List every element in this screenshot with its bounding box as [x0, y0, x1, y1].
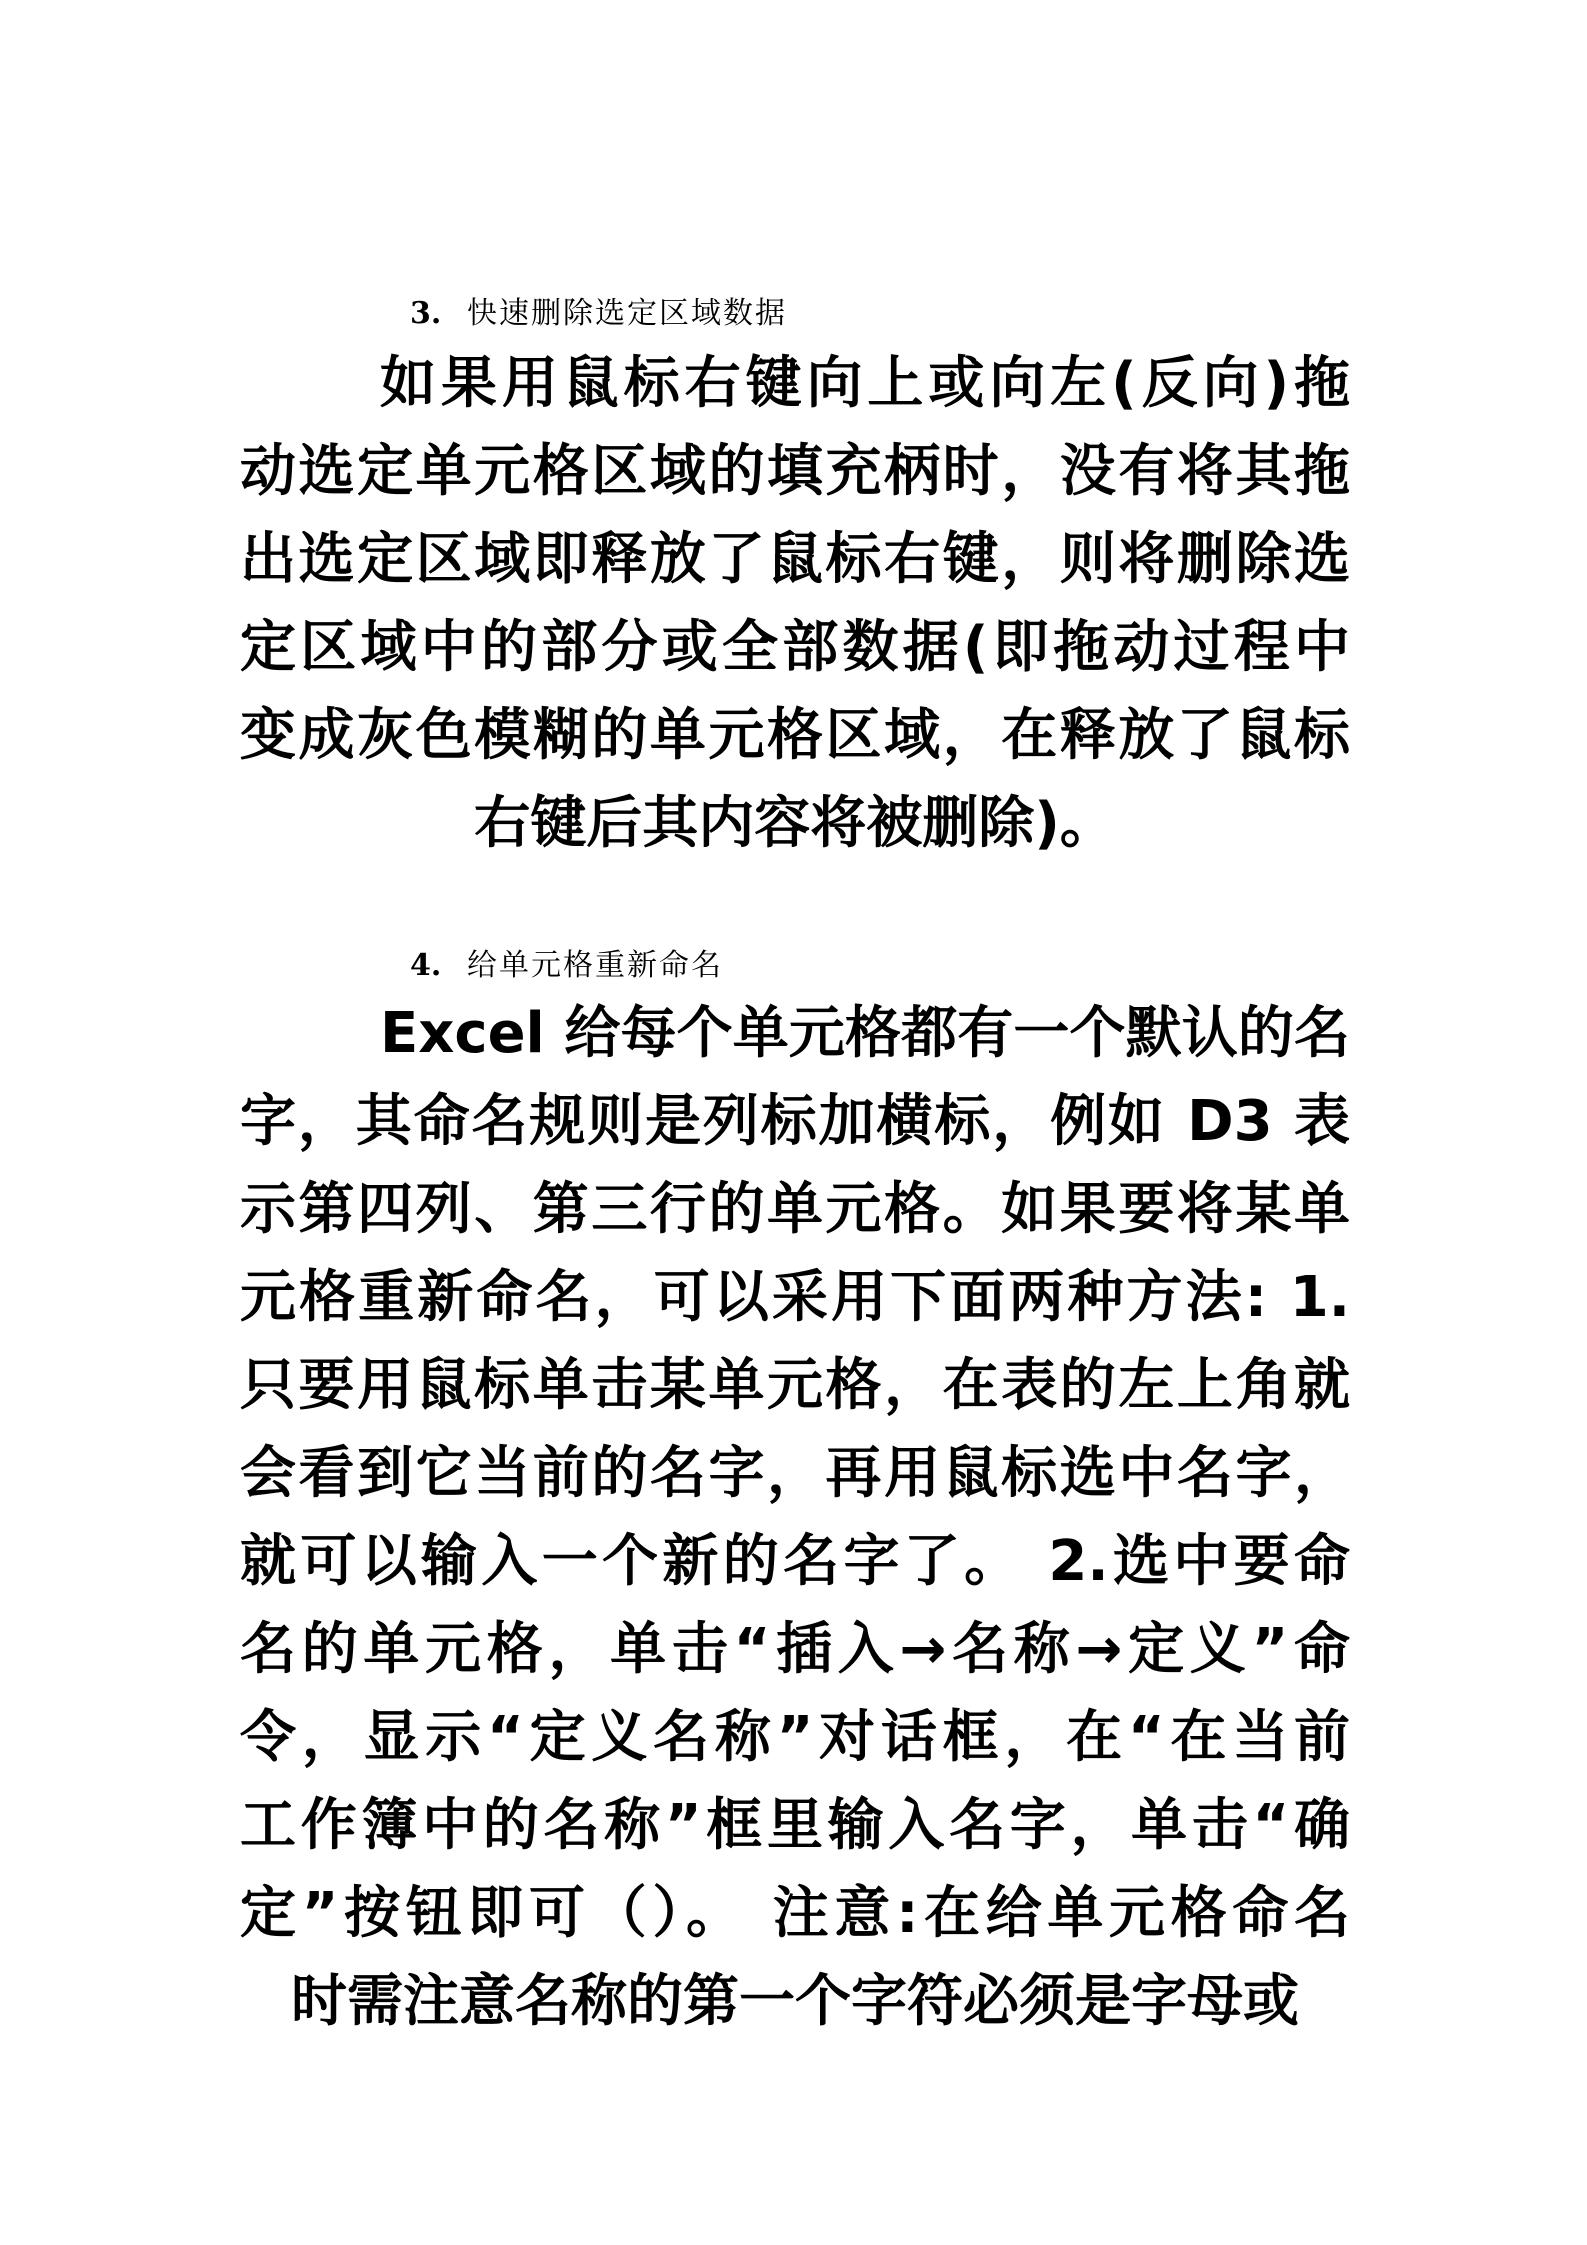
paragraph-line: 令，显示“定义名称”对话框，在“在当前: [240, 1705, 1350, 1770]
section-title: 快速删除选定区域数据: [467, 296, 787, 331]
paragraph-line: 定区域中的部分或全部数据(即拖动过程中: [240, 615, 1350, 680]
paragraph-line: 定”按钮即可（）。 注意:在给单元格命名: [240, 1881, 1350, 1946]
section-heading-4: [410, 940, 723, 984]
paragraph-line: 右键后其内容将被删除)。: [474, 791, 1116, 856]
paragraph-line: 如果用鼠标右键向上或向左(反向)拖: [380, 351, 1350, 416]
section-title: 给单元格重新命名: [467, 948, 723, 983]
paragraph-line: 示第四列、第三行的单元格。如果要将某单: [240, 1177, 1350, 1242]
section-number: 3.: [410, 296, 442, 331]
paragraph-line: 时需注意名称的第一个字符必须是字母或: [291, 1969, 1299, 2034]
paragraph-line: 就可以输入一个新的名字了。 2.选中要命: [240, 1529, 1350, 1594]
section-paragraph-3: [240, 340, 1350, 868]
section-paragraph-4: [240, 990, 1350, 2046]
section-heading-3: [410, 288, 787, 332]
paragraph-line: Excel 给每个单元格都有一个默认的名: [380, 1001, 1350, 1066]
paragraph-line: 变成灰色模糊的单元格区域，在释放了鼠标: [240, 703, 1350, 768]
paragraph-line: 名的单元格，单击“插入→名称→定义”命: [240, 1617, 1350, 1682]
paragraph-line: 字，其命名规则是列标加横标，例如 D3 表: [240, 1089, 1350, 1154]
paragraph-line: 工作簿中的名称”框里输入名字，单击“确: [240, 1793, 1350, 1858]
paragraph-line: 出选定区域即释放了鼠标右键，则将删除选: [240, 527, 1350, 592]
paragraph-line: 会看到它当前的名字，再用鼠标选中名字，: [240, 1441, 1350, 1506]
paragraph-line: 动选定单元格区域的填充柄时，没有将其拖: [240, 439, 1350, 504]
paragraph-line: 只要用鼠标单击某单元格，在表的左上角就: [240, 1353, 1350, 1418]
section-number: 4.: [410, 948, 442, 983]
paragraph-line: 元格重新命名，可以采用下面两种方法: 1.: [240, 1265, 1350, 1330]
